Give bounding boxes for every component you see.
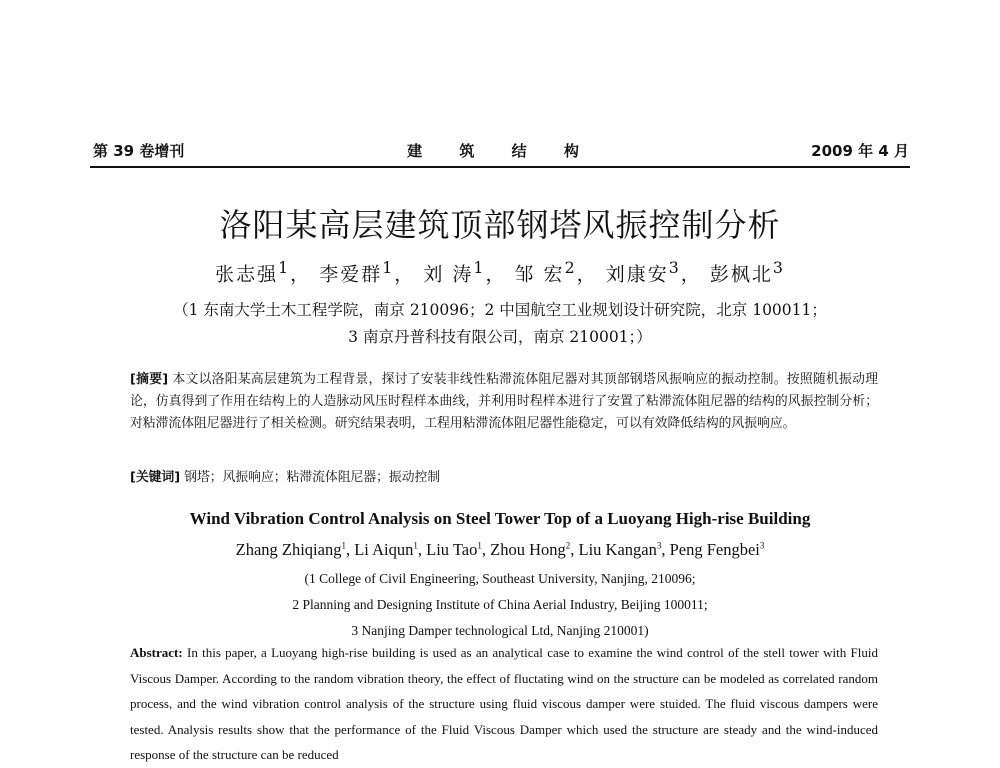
abstract-en-text: In this paper, a Luoyang high-rise building is used as an analytical case to examine the wind control of the stell tower with Fluid Viscous Damper. According to the random vibration theory, the effect of fluctating wind on the structure can be modeled as correlated random process, and the wind vibration control analysis of the structure using fluid viscous damper were stuided. The fluid viscous dampers were tested. Analysis results show that the performance of the Fluid Viscous Damper which used the structure are steady and the wind-induced response of the structure can be reduced <box>130 645 879 762</box>
affiliation-en-line-2: 2 Planning and Designing Institute of China Aerial Industry, Beijing 100011; <box>292 597 708 612</box>
affiliation-cn-line-2: 3 南京丹普科技有限公司，南京 210001；） <box>348 328 652 346</box>
author-name-en: Liu Kangan <box>578 540 657 559</box>
author-name-cn: 刘康安 <box>605 263 669 286</box>
keywords-cn-label: [关键词] <box>130 470 181 485</box>
abstract-en-label: Abstract: <box>130 645 183 660</box>
affiliation-cn-line-1: （1 东南大学土木工程学院，南京 210096；2 中国航空工业规划设计研究院，北京 100011； <box>173 301 827 319</box>
abstract-cn-label: [摘要] <box>130 372 169 387</box>
author-affil-mark: 3 <box>772 258 785 277</box>
paper-title-cn: 洛阳某高层建筑顶部钢塔风振控制分析 <box>219 206 781 244</box>
abstract-cn-text: 本文以洛阳某高层建筑为工程背景，探讨了安装非线性粘滞流体阻尼器对其顶部钢塔风振响应的振动控制。按照随机振动理论，仿真得到了作用在结构上的人造脉动风压时程样本曲线，并利用时程样本进行了安置了粘滞流体阻尼器的结构的风振控制分析；对粘滞流体阻尼器进行了相关检测。研究结果表明，工程用粘滞流体阻尼器性能稳定，可以有效降低结构的风振响应。 <box>130 372 878 431</box>
author-name-en: Peng Fengbei <box>669 540 760 559</box>
keywords-cn <box>130 466 878 485</box>
author-affil-mark: 3 <box>656 540 662 551</box>
author-name-cn: 邹 宏 <box>514 263 565 286</box>
header-rule <box>90 166 910 168</box>
journal-name: 建 筑 结 构 <box>407 142 595 160</box>
author-list-en: Zhang Zhiqiang$^1$, Li Aiqun$^1$, Liu Tao$^1$, Zhou Hong$^2$, Liu Kangan$^3$, Peng Fengbei$^3$ <box>235 540 765 559</box>
issue-date: 2009 年 4 月 <box>811 142 909 160</box>
author-affil-mark: 1 <box>278 258 291 277</box>
author-name-en: Li Aiqun <box>354 540 414 559</box>
affiliation-en-line-3: 3 Nanjing Damper technological Ltd, Nanjing 210001) <box>351 623 649 638</box>
affiliation-en-line-1: (1 College of Civil Engineering, Southeast University, Nanjing, 210096; <box>304 571 696 586</box>
abstract-cn <box>130 369 878 435</box>
author-affil-mark: 1 <box>473 258 486 277</box>
author-affil-mark: 2 <box>564 258 577 277</box>
author-name-en: Zhou Hong <box>490 540 566 559</box>
running-header <box>93 140 909 164</box>
abstract-en <box>130 640 878 768</box>
author-affil-mark: 2 <box>565 540 571 551</box>
author-list-cn: 张志强$^1$， 李爱群$^1$， 刘 涛$^1$， 邹 宏$^2$， 刘康安$^3$， 彭枫北$^3$ <box>215 258 785 286</box>
author-affil-mark: 1 <box>382 258 395 277</box>
author-name-en: Zhang Zhiqiang <box>235 540 342 559</box>
author-affil-mark: 1 <box>413 540 418 551</box>
author-name-en: Liu Tao <box>426 540 478 559</box>
volume-info: 第 39 卷增刊 <box>93 142 185 160</box>
keywords-cn-text: 钢塔；风振响应；粘滞流体阻尼器；振动控制 <box>184 470 441 485</box>
author-name-cn: 李爱群 <box>319 263 383 286</box>
author-name-cn: 彭枫北 <box>709 263 773 286</box>
author-affil-mark: 3 <box>759 540 765 551</box>
author-name-cn: 张志强 <box>215 263 279 286</box>
author-name-cn: 刘 涛 <box>423 263 474 286</box>
paper-title-en: Wind Vibration Control Analysis on Steel Tower Top of a Luoyang High-rise Building <box>189 509 811 528</box>
author-affil-mark: 3 <box>668 258 681 277</box>
author-affil-mark: 1 <box>341 540 346 551</box>
author-affil-mark: 1 <box>477 540 482 551</box>
